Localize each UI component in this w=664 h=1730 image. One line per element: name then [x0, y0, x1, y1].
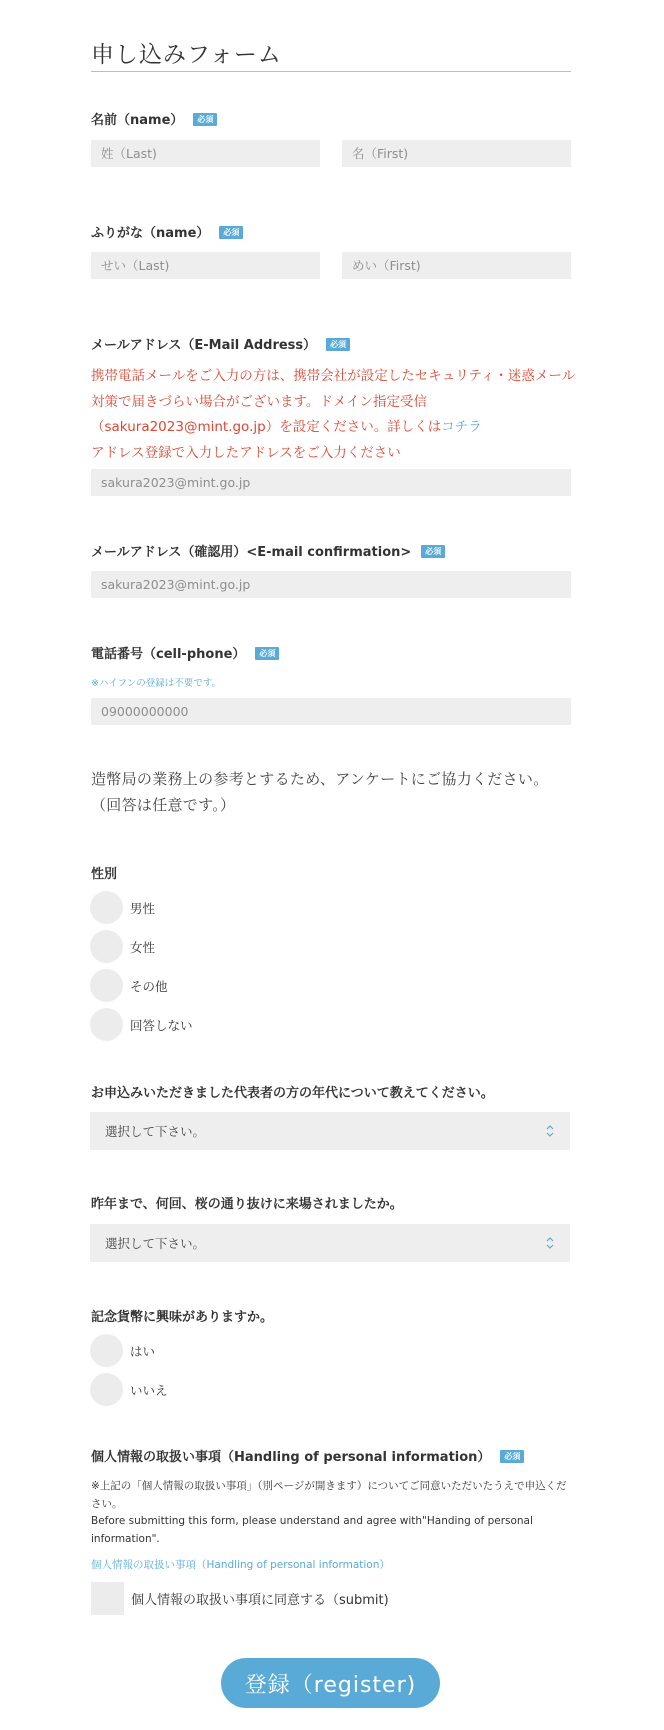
- privacy-agree[interactable]: [91, 1582, 389, 1615]
- email-confirm-input[interactable]: [91, 571, 571, 598]
- privacy-label-text: 個人情報の取扱い事項（Handling of personal information）: [91, 1450, 491, 1465]
- phone-note: ※ハイフンの登録は不要です。: [91, 678, 222, 689]
- email-confirm-label: [91, 541, 445, 560]
- phone-label: [91, 643, 279, 662]
- radio-button[interactable]: [90, 891, 123, 924]
- phone-input[interactable]: [91, 698, 571, 725]
- name-label-text: 名前（name）: [91, 113, 184, 128]
- required-badge: 必須: [326, 338, 350, 351]
- privacy-note-jp: ※上記の「個人情報の取扱い事項」（別ページが開きます）についてご同意いただいたうえで申込ください。: [91, 1480, 567, 1510]
- form-title: 申し込みフォーム: [91, 42, 282, 68]
- survey-intro-line-1: 造幣局の業務上の参考とするため、アンケートにご協力ください。: [91, 770, 549, 788]
- gender-label: 性別: [91, 867, 118, 882]
- required-badge: 必須: [255, 647, 279, 660]
- privacy-note-en: Before submitting this form, please understand and agree with"Handing of personal information".: [91, 1515, 533, 1545]
- chevron-up-down-icon: [545, 1123, 555, 1139]
- radio-button[interactable]: [90, 930, 123, 963]
- survey-intro-line-2: （回答は任意です。）: [91, 796, 236, 814]
- email-warning-text-2: アドレス登録で入力したアドレスをご入力ください: [91, 444, 401, 461]
- survey-intro: [91, 766, 549, 818]
- privacy-note: [91, 1478, 575, 1548]
- coins-label: 記念貨幣に興味がありますか。: [91, 1310, 274, 1325]
- gender-option-no-answer[interactable]: [90, 1008, 193, 1041]
- email-input[interactable]: [91, 469, 571, 496]
- visits-label: 昨年まで、何回、桜の通り抜けに来場されましたか。: [91, 1197, 403, 1212]
- email-label: [91, 334, 350, 353]
- privacy-label: [91, 1446, 524, 1465]
- radio-label: その他: [130, 978, 168, 994]
- first-name-input[interactable]: [342, 140, 571, 167]
- title-divider: [91, 71, 571, 72]
- age-select[interactable]: [90, 1112, 570, 1150]
- last-name-kana-input[interactable]: [91, 252, 320, 279]
- chevron-up-down-icon: [545, 1235, 555, 1251]
- radio-button[interactable]: [90, 1008, 123, 1041]
- phone-label-text: 電話番号（cell-phone）: [91, 647, 246, 662]
- required-badge: 必須: [500, 1450, 524, 1463]
- email-warning-text: 携帯電話メールをご入力の方は、携帯会社が設定したセキュリティ・迷惑メール対策で届きづらい場合がございます。ドメイン指定受信（sakura2023@mint.go.jp）を設定ください。詳しくは: [91, 368, 576, 435]
- agree-label: 個人情報の取扱い事項に同意する（submit): [131, 1593, 389, 1608]
- radio-label: 回答しない: [130, 1017, 193, 1033]
- required-badge: 必須: [193, 113, 217, 126]
- radio-button[interactable]: [90, 969, 123, 1002]
- age-select-value: 選択して下さい。: [105, 1124, 206, 1139]
- gender-option-other[interactable]: [90, 969, 168, 1002]
- email-confirm-label-text: メールアドレス（確認用）<E-mail confirmation>: [91, 545, 412, 560]
- name-label: [91, 109, 217, 128]
- radio-label: 女性: [130, 939, 156, 955]
- last-name-input[interactable]: [91, 140, 320, 167]
- first-name-kana-input[interactable]: [342, 252, 571, 279]
- gender-option-male[interactable]: [90, 891, 155, 924]
- email-label-text: メールアドレス（E-Mail Address）: [91, 338, 317, 353]
- radio-label: 男性: [130, 900, 156, 916]
- privacy-policy-link[interactable]: 個人情報の取扱い事項（Handling of personal information）: [91, 1559, 390, 1571]
- radio-label: はい: [130, 1343, 156, 1359]
- gender-option-female[interactable]: [90, 930, 155, 963]
- visits-select-value: 選択して下さい。: [105, 1236, 206, 1251]
- email-warning: [91, 364, 579, 466]
- visits-select[interactable]: [90, 1224, 570, 1262]
- required-badge: 必須: [219, 226, 243, 239]
- radio-button[interactable]: [90, 1334, 123, 1367]
- coins-option-no[interactable]: [90, 1373, 168, 1406]
- email-warning-link[interactable]: コチラ: [441, 419, 482, 435]
- age-label: お申込みいただきました代表者の方の年代について教えてください。: [91, 1086, 494, 1101]
- furigana-label-text: ふりがな（name）: [91, 226, 210, 241]
- radio-label: いいえ: [130, 1382, 168, 1398]
- register-button[interactable]: 登録（register): [221, 1658, 440, 1708]
- required-badge: 必須: [421, 545, 445, 558]
- agree-checkbox[interactable]: [91, 1582, 124, 1615]
- furigana-label: [91, 222, 243, 241]
- coins-option-yes[interactable]: [90, 1334, 155, 1367]
- radio-button[interactable]: [90, 1373, 123, 1406]
